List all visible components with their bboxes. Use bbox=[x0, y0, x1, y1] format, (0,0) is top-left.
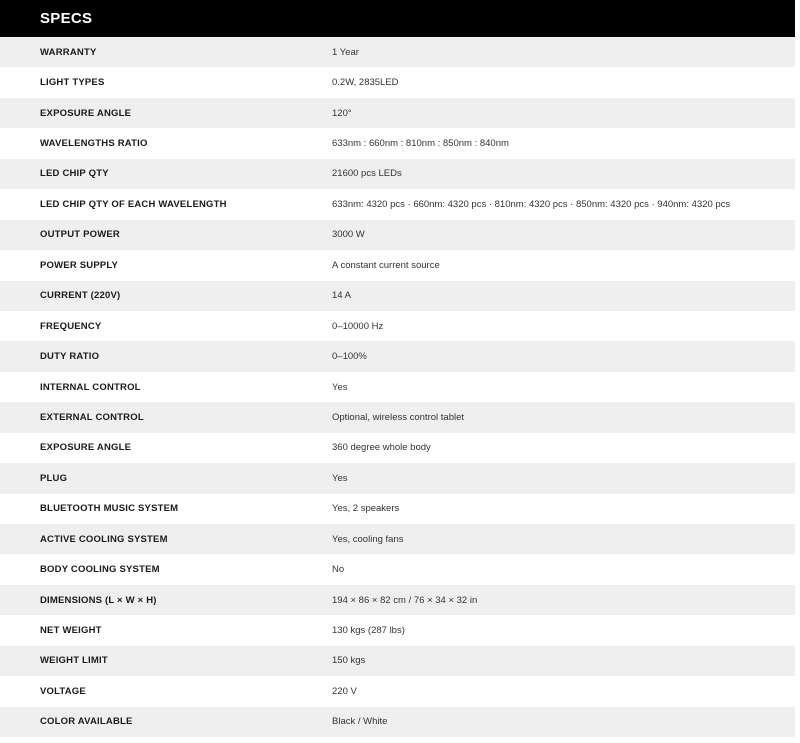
spec-row bbox=[0, 524, 795, 554]
spec-value: 1 Year bbox=[332, 46, 359, 58]
spec-row bbox=[0, 220, 795, 250]
spec-value: 633nm : 660nm : 810nm : 850nm : 840nm bbox=[332, 138, 509, 150]
spec-value: 120° bbox=[332, 107, 352, 119]
spec-row bbox=[0, 494, 795, 524]
spec-row bbox=[0, 372, 795, 402]
spec-value: Yes, 2 speakers bbox=[332, 503, 400, 515]
spec-row bbox=[0, 281, 795, 311]
spec-value: A constant current source bbox=[332, 259, 440, 271]
spec-row bbox=[0, 128, 795, 158]
spec-value: Yes, cooling fans bbox=[332, 533, 404, 545]
spec-row bbox=[0, 341, 795, 371]
spec-value: 3000 W bbox=[332, 229, 365, 241]
spec-label: FREQUENCY bbox=[40, 320, 102, 332]
spec-label: POWER SUPPLY bbox=[40, 259, 119, 271]
spec-label: LIGHT TYPES bbox=[40, 77, 105, 89]
spec-row bbox=[0, 615, 795, 645]
spec-label: DUTY RATIO bbox=[40, 351, 100, 363]
spec-value: 21600 pcs LEDs bbox=[332, 168, 402, 180]
spec-row bbox=[0, 250, 795, 280]
spec-row bbox=[0, 37, 795, 67]
spec-label: DIMENSIONS (L × W × H) bbox=[40, 594, 157, 606]
spec-label: EXPOSURE ANGLE bbox=[40, 442, 132, 454]
spec-label: EXTERNAL CONTROL bbox=[40, 411, 144, 423]
spec-label: WARRANTY bbox=[40, 46, 97, 58]
spec-label: PLUG bbox=[40, 472, 68, 484]
spec-row bbox=[0, 311, 795, 341]
spec-row bbox=[0, 554, 795, 584]
spec-value: 194 × 86 × 82 cm / 76 × 34 × 32 in bbox=[332, 594, 478, 606]
spec-value: 0–10000 Hz bbox=[332, 320, 384, 332]
spec-value: Black / White bbox=[332, 716, 388, 728]
specs-header bbox=[0, 0, 795, 37]
spec-row bbox=[0, 67, 795, 97]
spec-row bbox=[0, 433, 795, 463]
spec-row bbox=[0, 707, 795, 737]
spec-label: WEIGHT LIMIT bbox=[40, 655, 108, 667]
spec-label: BODY COOLING SYSTEM bbox=[40, 564, 160, 576]
spec-value: 0–100% bbox=[332, 351, 367, 363]
spec-value: 150 kgs bbox=[332, 655, 366, 667]
spec-value: 130 kgs (287 lbs) bbox=[332, 625, 405, 637]
spec-value: 14 A bbox=[332, 290, 352, 302]
spec-row bbox=[0, 159, 795, 189]
spec-row bbox=[0, 98, 795, 128]
spec-label: EXPOSURE ANGLE bbox=[40, 107, 132, 119]
spec-value: 633nm: 4320 pcs · 660nm: 4320 pcs · 810nm: 4320 pcs · 850nm: 4320 pcs · 940nm: 4320 pcs bbox=[332, 198, 731, 210]
spec-value: Yes bbox=[332, 472, 348, 484]
spec-label: OUTPUT POWER bbox=[40, 229, 120, 241]
spec-label: COLOR AVAILABLE bbox=[40, 716, 133, 728]
spec-value: Yes bbox=[332, 381, 348, 393]
spec-label: LED CHIP QTY bbox=[40, 168, 109, 180]
spec-value: 0.2W, 2835LED bbox=[332, 77, 399, 89]
spec-value: 360 degree whole body bbox=[332, 442, 431, 454]
spec-label: WAVELENGTHS RATIO bbox=[40, 138, 148, 150]
spec-label: BLUETOOTH MUSIC SYSTEM bbox=[40, 503, 179, 515]
spec-row bbox=[0, 463, 795, 493]
spec-value: 220 V bbox=[332, 685, 357, 697]
spec-value: No bbox=[332, 564, 345, 576]
spec-row bbox=[0, 189, 795, 219]
spec-label: INTERNAL CONTROL bbox=[40, 381, 141, 393]
spec-label: ACTIVE COOLING SYSTEM bbox=[40, 533, 168, 545]
spec-value: Optional, wireless control tablet bbox=[332, 411, 465, 423]
spec-row bbox=[0, 585, 795, 615]
spec-label: LED CHIP QTY OF EACH WAVELENGTH bbox=[40, 198, 227, 210]
spec-row bbox=[0, 676, 795, 706]
specs-body bbox=[0, 37, 795, 737]
spec-row bbox=[0, 646, 795, 676]
specs-title: SPECS bbox=[40, 10, 93, 27]
spec-label: VOLTAGE bbox=[40, 685, 86, 697]
spec-label: CURRENT (220V) bbox=[40, 290, 121, 302]
spec-label: NET WEIGHT bbox=[40, 625, 102, 637]
spec-row bbox=[0, 402, 795, 432]
